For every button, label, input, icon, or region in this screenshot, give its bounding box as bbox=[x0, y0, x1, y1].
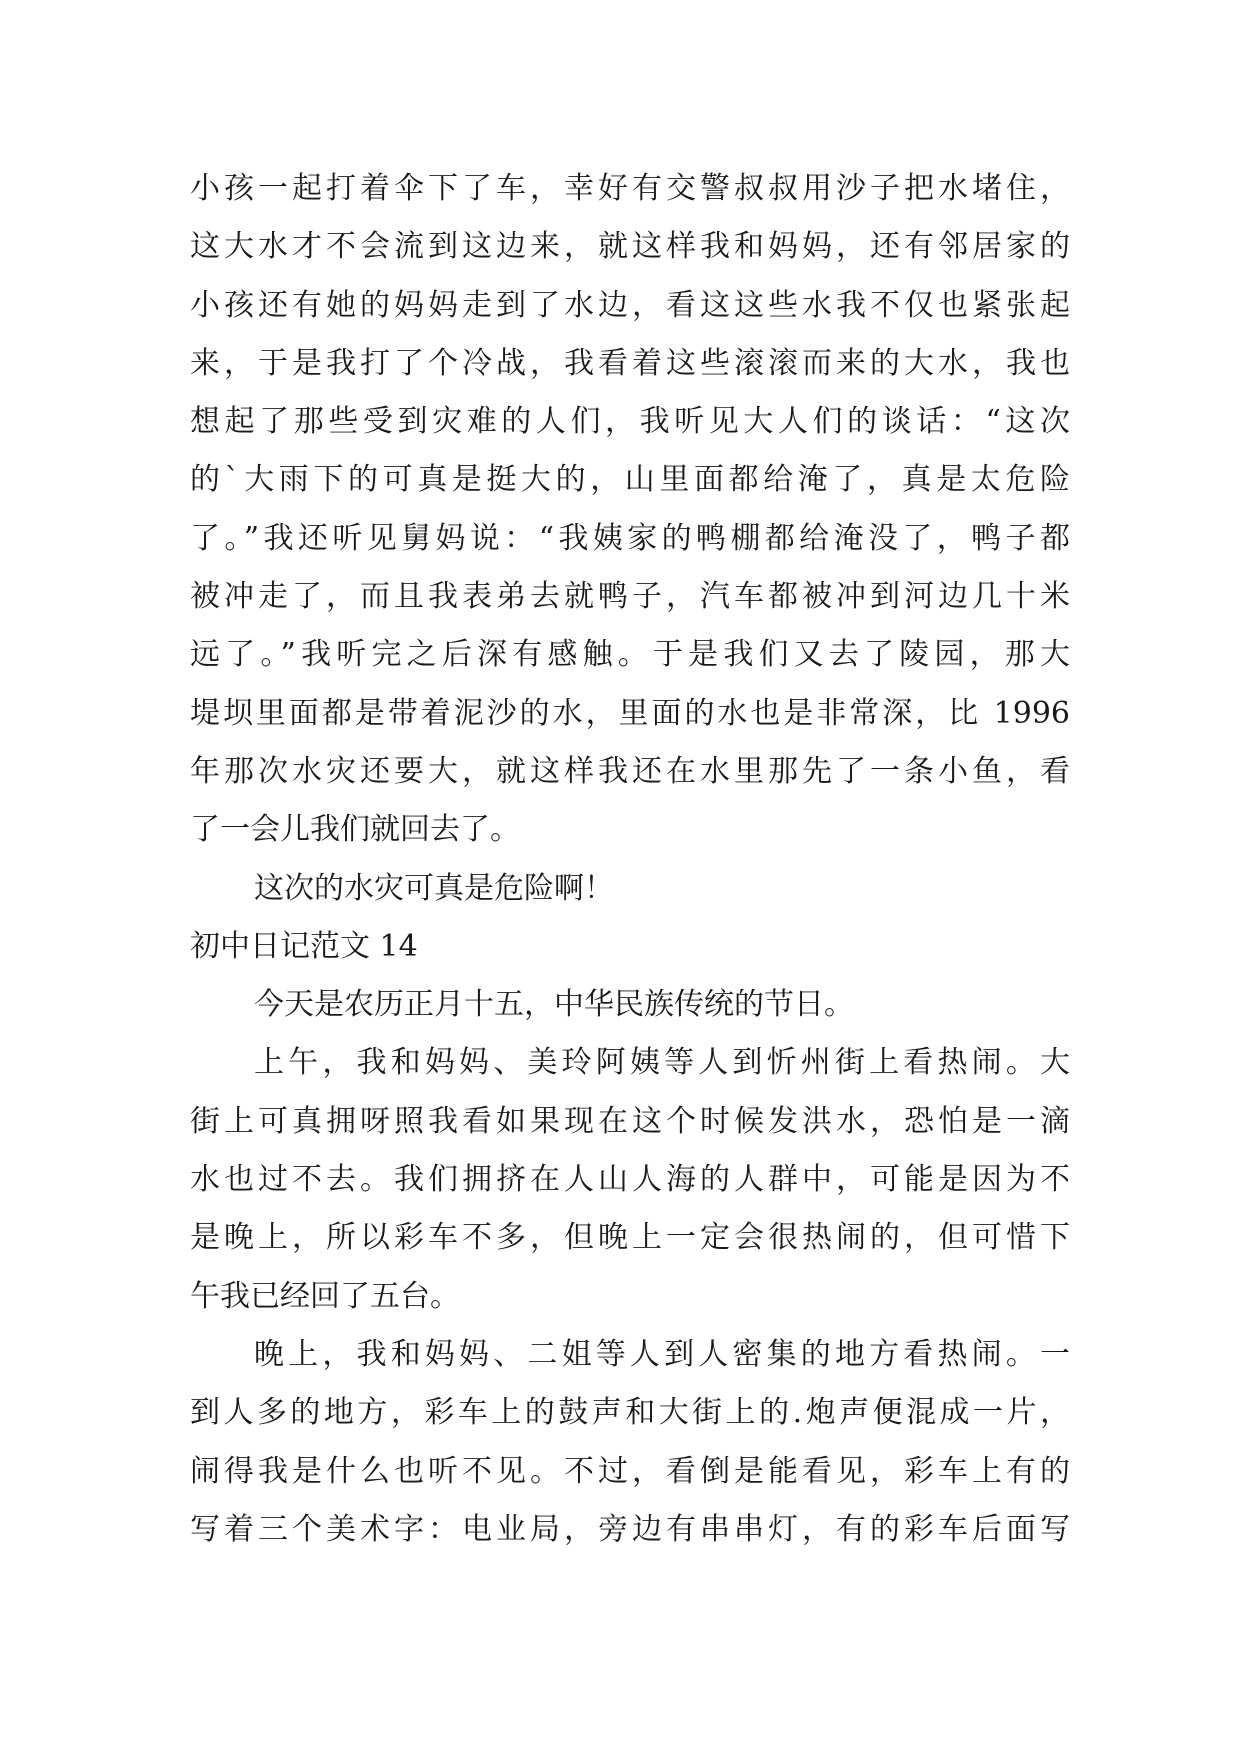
text-line: 被冲走了，而且我表弟去就鸭子，汽车都被冲到河边几十米 bbox=[190, 579, 1070, 615]
text-line: 街上可真拥呀照我看如果现在这个时候发洪水，恐怕是一滴 bbox=[190, 1103, 1070, 1139]
paragraph-morning bbox=[190, 1034, 1070, 1325]
text-line: 小孩一起打着伞下了车，幸好有交警叔叔用沙子把水堵住， bbox=[190, 171, 1070, 206]
text-line: 了。”我还听见舅妈说：“我姨家的鸭棚都给淹没了，鸭子都 bbox=[190, 520, 1070, 556]
text-line: 这大水才不会流到这边来，就这样我和妈妈，还有邻居家的 bbox=[190, 229, 1070, 265]
text-line: 水也过不去。我们拥挤在人山人海的人群中，可能是因为不 bbox=[190, 1162, 1070, 1198]
text-line: 写着三个美术字：电业局，旁边有串串灯，有的彩车后面写 bbox=[190, 1511, 1070, 1547]
paragraph-flood-story bbox=[190, 160, 1070, 860]
document-body bbox=[190, 160, 1070, 1559]
text-line: 午我已经回了五台。 bbox=[190, 1278, 460, 1314]
text-line: 堤坝里面都是带着泥沙的水，里面的水也是非常深，比 1996 bbox=[190, 695, 1070, 731]
text-line: 想起了那些受到灾难的人们，我听见大人们的谈话：“这次 bbox=[190, 404, 1070, 440]
text-line: 小孩还有她的妈妈走到了水边，看这这些水我不仅也紧张起 bbox=[190, 287, 1070, 323]
text-line: 是晚上，所以彩车不多，但晚上一定会很热闹的，但可惜下 bbox=[190, 1220, 1070, 1256]
text-line: 到人多的地方，彩车上的鼓声和大街上的.炮声便混成一片， bbox=[190, 1395, 1070, 1431]
text-line: 了一会儿我们就回去了。 bbox=[190, 812, 520, 848]
paragraph-conclusion: 这次的水灾可真是危险啊！ bbox=[254, 870, 614, 906]
text-line: 上午，我和妈妈、美玲阿姨等人到忻州街上看热闹。大 bbox=[254, 1045, 1070, 1081]
text-line: 年那次水灾还要大，就这样我还在水里那先了一条小鱼，看 bbox=[190, 753, 1070, 789]
text-line: 闹得我是什么也听不见。不过，看倒是能看见，彩车上有的 bbox=[190, 1453, 1070, 1489]
paragraph-evening bbox=[190, 1326, 1070, 1559]
text-line: 来，于是我打了个冷战，我看着这些滚滚而来的大水，我也 bbox=[190, 345, 1070, 381]
section-title: 初中日记范文 14 bbox=[190, 928, 418, 964]
text-line: 远了。”我听完之后深有感触。于是我们又去了陵园，那大 bbox=[190, 637, 1070, 673]
text-line: 的`大雨下的可真是挺大的，山里面都给淹了，真是太危险 bbox=[190, 462, 1070, 498]
paragraph-intro: 今天是农历正月十五，中华民族传统的节日。 bbox=[254, 987, 854, 1023]
text-line: 晚上，我和妈妈、二姐等人到人密集的地方看热闹。一 bbox=[254, 1336, 1070, 1372]
